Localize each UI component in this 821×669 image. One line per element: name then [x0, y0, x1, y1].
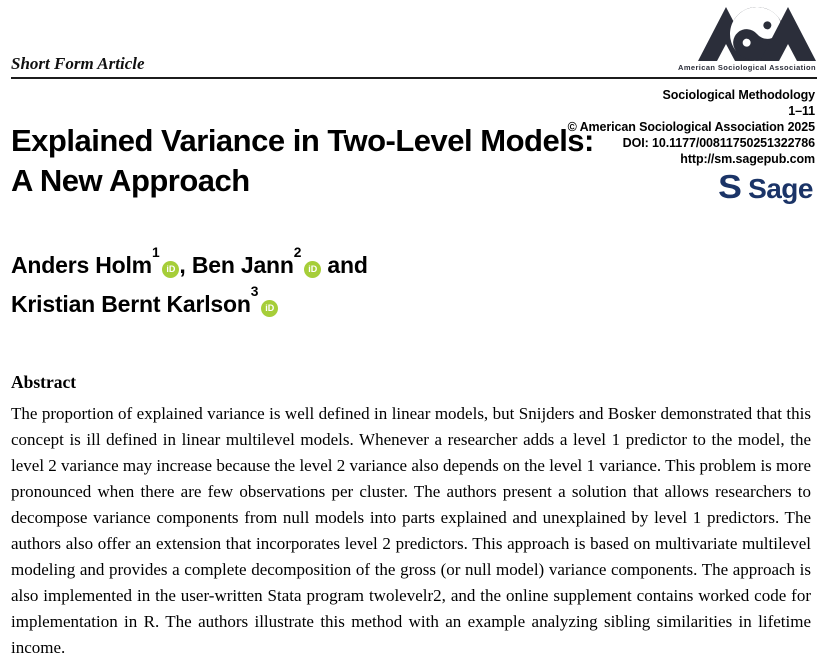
asa-logo-icon [698, 7, 816, 61]
author-list: Anders Holm$^1$iD , Ben Jann$^2$iD and Kristian Bernt Karlson$^3$iD [11, 245, 368, 317]
journal-title: Sociological Methodology [662, 88, 815, 102]
abstract-text: The proportion of explained variance is well defined in linear models, but Snijders and Bosker demonstrated that this concept is ill defined in linear multilevel models. Whenever a researcher adds a level 1 predictor to the model, the level 2 variance may increase because the level 2 variance also depends on the level 1 variance. This problem is more pronounced when there are few observations per cluster. The authors present a solution that allows researchers to decompose variance components from null models into parts explained and unexplained by level 1 predictors. The authors also offer an extension that incorporates level 2 predictors. This approach is based on multivariate multilevel modeling and provides a complete decomposition of the gross (or null model) variance components. The approach is also implemented in the user-written Stata program twolevelr2, and the online supplement contains worked code for implementation in R. The authors illustrate this method with an example analyzing sibling similarities in lifetime income. [11, 404, 811, 657]
article-title: Explained Variance in Two-Level Models: A New Approach [11, 122, 594, 198]
sage-wordmark: Sage [748, 173, 813, 204]
abstract-heading: Abstract [11, 372, 77, 392]
section-kicker: Short Form Article [11, 54, 145, 73]
author-affiliation-superscript: 1 [151, 245, 160, 261]
asa-logo-caption: American Sociological Association [678, 63, 816, 72]
sage-logo [719, 170, 813, 203]
header-divider [11, 77, 817, 79]
author-name: Kristian Bernt Karlson [11, 291, 251, 317]
orcid-icon[interactable]: iD [261, 300, 278, 317]
orcid-icon[interactable]: iD [304, 261, 321, 278]
doi-line: DOI: 10.1177/00811750251322786 [622, 136, 815, 150]
author-name: Anders Holm [11, 252, 152, 278]
orcid-icon[interactable]: iD [162, 261, 179, 278]
page-range: 1–11 [788, 104, 815, 118]
author-affiliation-superscript: 3 [250, 284, 259, 300]
abstract-section [11, 371, 811, 661]
asa-logo [678, 7, 816, 72]
sage-s-icon: S [718, 168, 742, 205]
author-affiliation-superscript: 2 [293, 245, 302, 261]
journal-url-link[interactable]: http://sm.sagepub.com [680, 152, 815, 166]
copyright-line: © American Sociological Association 2025 [567, 120, 815, 134]
author-name: Ben Jann [191, 252, 294, 278]
